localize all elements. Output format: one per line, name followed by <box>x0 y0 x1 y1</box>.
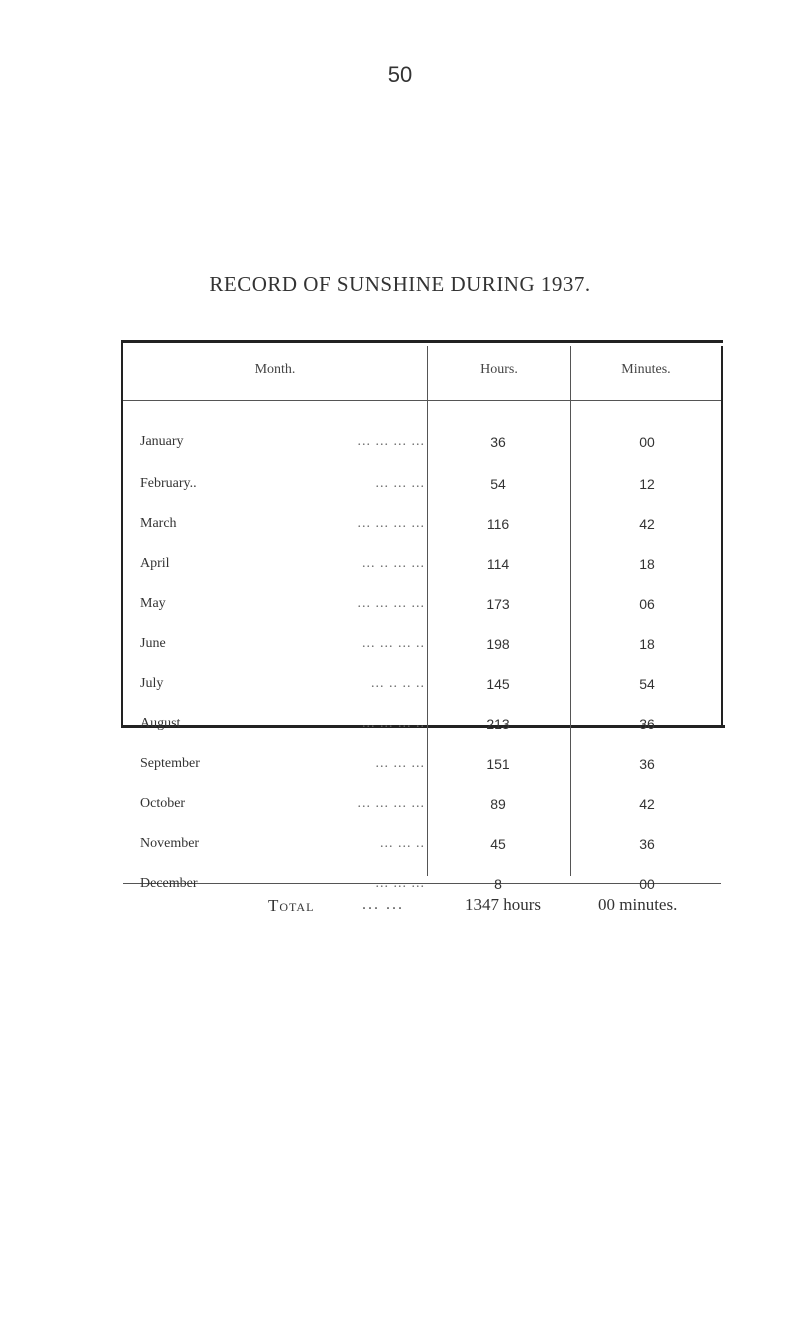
month-cell <box>140 796 425 812</box>
hours-cell: 198 <box>486 636 510 652</box>
leader-dots: ... ... ... <box>375 756 425 771</box>
hours-cell: 114 <box>486 556 510 572</box>
table-right-border <box>721 346 723 726</box>
hours-cell: 116 <box>486 516 510 532</box>
month-name: March <box>140 516 177 531</box>
minutes-cell: 18 <box>639 556 655 572</box>
page-number: 50 <box>387 62 413 87</box>
month-cell <box>140 434 425 450</box>
leader-dots: ... ... ... <box>375 876 425 891</box>
minutes-cell: 00 <box>639 876 655 892</box>
month-name: October <box>140 796 186 811</box>
month-name: January <box>140 434 184 449</box>
month-name: September <box>140 756 200 771</box>
leader-dots: ... .. .. .. <box>371 676 425 691</box>
hours-cell: 89 <box>490 796 506 812</box>
leader-dots: ... ... ... ... <box>357 516 425 531</box>
total-hours: 1347 hours <box>465 895 542 914</box>
minutes-cell: 36 <box>639 716 655 732</box>
leader-dots: ... ... ... <box>375 476 425 491</box>
month-name: July <box>140 676 164 691</box>
month-name: December <box>140 876 198 891</box>
month-name: February.. <box>140 476 197 491</box>
header-hours: Hours. <box>480 362 518 377</box>
table-left-border <box>121 340 123 728</box>
hours-cell: 151 <box>486 756 510 772</box>
minutes-cell: 12 <box>639 476 655 492</box>
minutes-cell: 00 <box>639 434 655 450</box>
hours-cell: 145 <box>486 676 510 692</box>
month-cell <box>140 476 425 492</box>
leader-dots: ... ... ... .. <box>362 716 425 731</box>
header-underline <box>123 400 721 401</box>
hours-cell: 173 <box>486 596 510 612</box>
leader-dots: ... ... ... ... <box>357 596 425 611</box>
hours-cell: 45 <box>490 836 506 852</box>
page-title: RECORD OF SUNSHINE DURING 1937. <box>209 272 591 296</box>
hours-cell: 213 <box>486 716 510 732</box>
total-label: Total <box>268 896 315 915</box>
minutes-cell: 18 <box>639 636 655 652</box>
header-minutes: Minutes. <box>621 362 671 377</box>
leader-dots: ... .. ... ... <box>362 556 425 571</box>
minutes-cell: 06 <box>639 596 655 612</box>
leader-dots: ... ... ... .. <box>362 636 425 651</box>
hours-cell: 8 <box>494 876 502 892</box>
sunshine-table <box>121 340 723 728</box>
total-minutes: 00 minutes. <box>598 895 678 914</box>
total-leader-dots: ... ... <box>362 896 404 913</box>
minutes-cell: 42 <box>639 796 655 812</box>
hours-cell: 54 <box>490 476 506 492</box>
month-cell <box>140 756 425 772</box>
month-cell <box>140 636 425 652</box>
minutes-cell: 36 <box>639 756 655 772</box>
leader-dots: ... ... ... ... <box>357 434 425 449</box>
month-cell <box>140 716 425 732</box>
hours-cell: 36 <box>490 434 506 450</box>
month-cell <box>140 876 425 892</box>
month-cell <box>140 556 425 572</box>
minutes-cell: 36 <box>639 836 655 852</box>
month-name: May <box>140 596 166 611</box>
header-month: Month. <box>254 362 296 377</box>
month-name: April <box>140 556 170 571</box>
month-cell <box>140 596 425 612</box>
month-name: June <box>140 636 166 651</box>
minutes-cell: 54 <box>639 676 655 692</box>
month-name: August <box>140 716 181 731</box>
column-divider-hours-minutes <box>570 346 571 876</box>
month-cell <box>140 676 425 692</box>
month-cell <box>140 516 425 532</box>
month-cell <box>140 836 425 852</box>
leader-dots: ... ... ... ... <box>357 796 425 811</box>
leader-dots: ... ... .. <box>380 836 425 851</box>
table-top-rule <box>121 340 723 343</box>
month-name: November <box>140 836 200 851</box>
minutes-cell: 42 <box>639 516 655 532</box>
